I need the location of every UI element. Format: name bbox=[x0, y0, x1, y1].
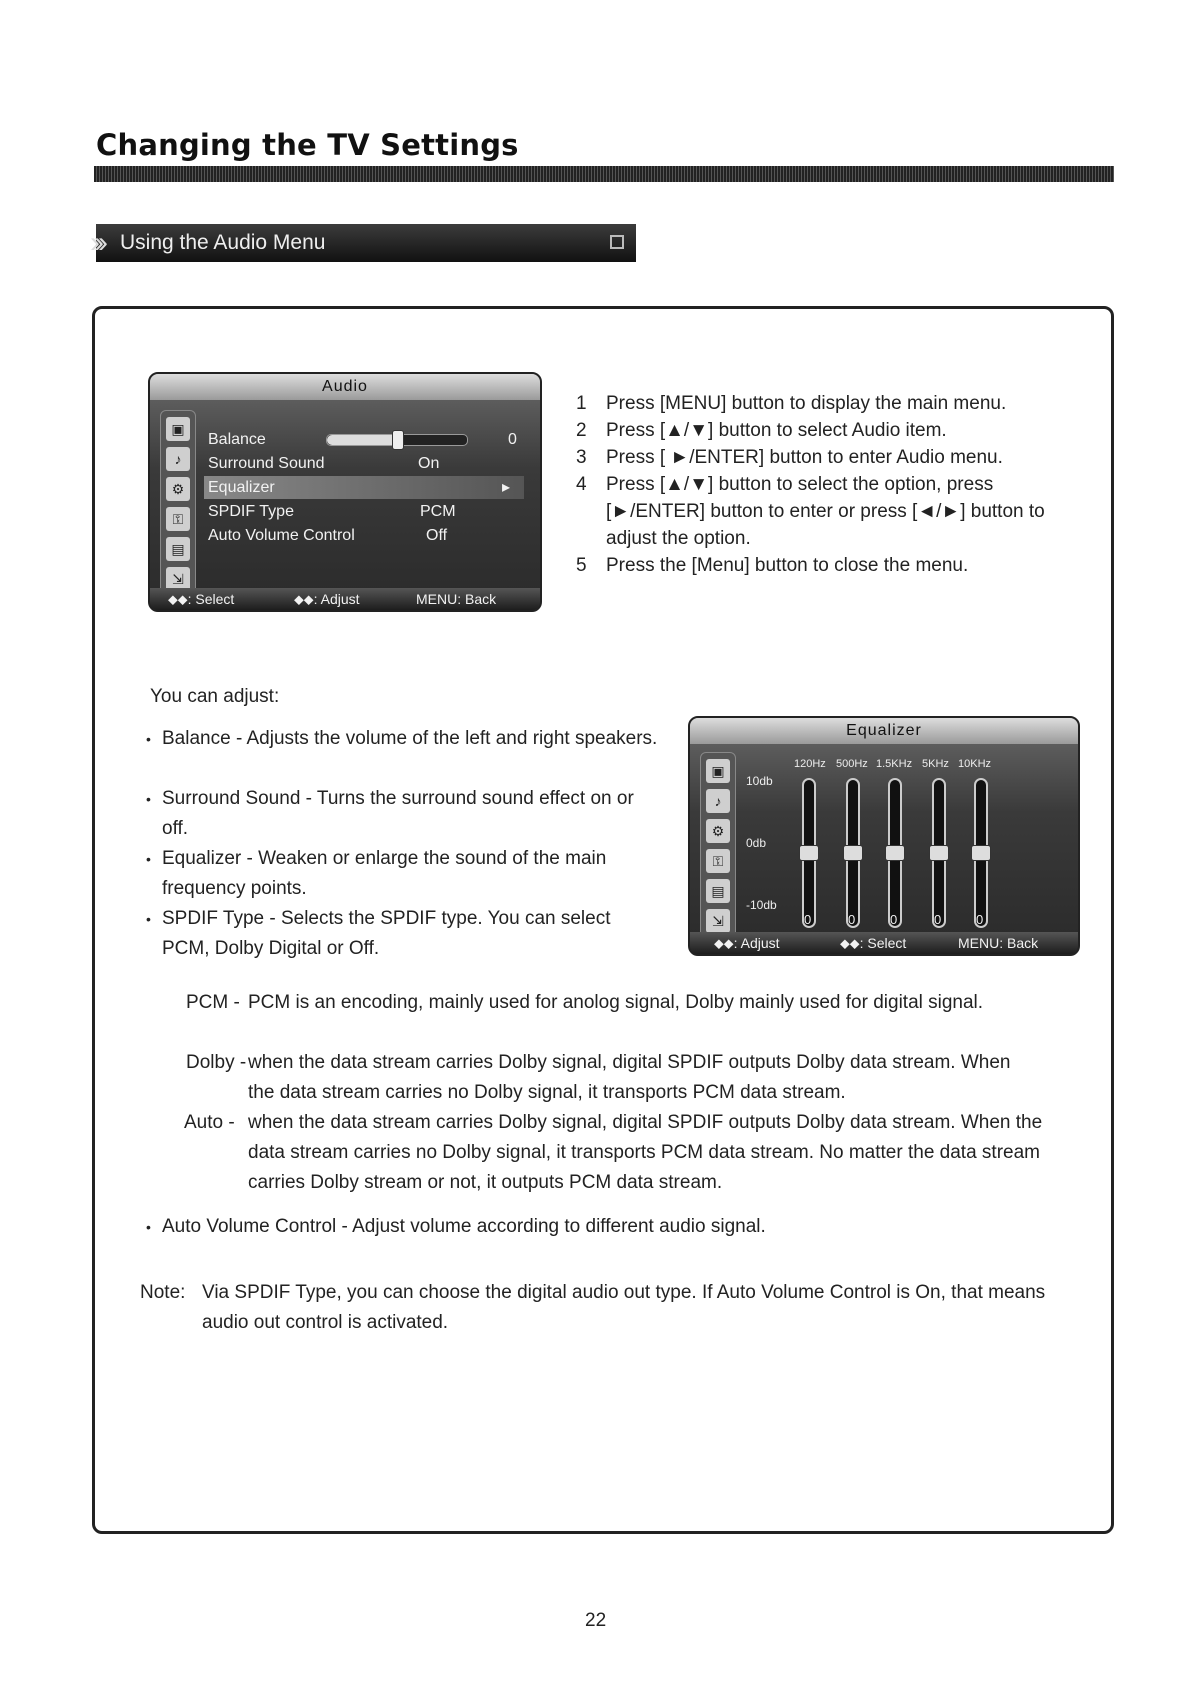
equalizer-menu-title: Equalizer bbox=[690, 718, 1078, 744]
instruction-steps bbox=[576, 390, 1096, 579]
eq-band-thumb bbox=[929, 845, 949, 861]
footer-back: MENU: Back bbox=[958, 935, 1039, 951]
definition-text: PCM is an encoding, mainly used for anolog signal, Dolby mainly used for digital signal. bbox=[248, 992, 984, 1013]
db-label: -10db bbox=[746, 898, 777, 912]
audio-menu-title: Audio bbox=[150, 374, 540, 400]
slider-fill bbox=[327, 435, 397, 445]
setup-icon: ⚙ bbox=[706, 819, 730, 843]
arrow-right-icon: ▸ bbox=[502, 479, 511, 496]
menu-row-label: Balance bbox=[208, 431, 266, 448]
channel-icon: ▤ bbox=[166, 537, 190, 561]
menu-row-avc bbox=[208, 524, 524, 547]
eq-band-slider bbox=[888, 778, 902, 928]
menu-row-value: PCM bbox=[420, 503, 456, 520]
step-item bbox=[576, 471, 1096, 552]
menu-footer bbox=[690, 932, 1078, 954]
picture-icon: ▣ bbox=[706, 759, 730, 783]
freq-label: 5KHz bbox=[922, 758, 949, 770]
step-item bbox=[576, 444, 1096, 471]
note-text: Via SPDIF Type, you can choose the digital audio out type. If Auto Volume Control is On, that means audio out control is activated. bbox=[202, 1282, 1046, 1333]
footer-select: ⬥⬥: Select bbox=[168, 591, 235, 607]
step-number: 1 bbox=[576, 393, 587, 414]
eq-band-slider bbox=[932, 778, 946, 928]
menu-row-balance bbox=[208, 428, 524, 451]
definition-dolby bbox=[186, 1048, 1086, 1108]
bullet-spdif: • SPDIF Type - Selects the SPDIF type. You can select PCM, Dolby Digital or Off. bbox=[146, 904, 662, 964]
eq-band-value: 0 bbox=[976, 912, 984, 927]
footer-adjust: ⬥⬥: Adjust bbox=[294, 591, 360, 607]
menu-row-surround bbox=[208, 452, 524, 475]
audio-menu-screenshot bbox=[148, 372, 542, 612]
menu-row-label: SPDIF Type bbox=[208, 503, 294, 520]
step-text: Press [▲/▼] button to select Audio item. bbox=[606, 420, 947, 441]
eq-band-value: 0 bbox=[890, 912, 898, 927]
lock-icon: ⚿ bbox=[706, 849, 730, 873]
step-text: Press the [Menu] button to close the menu. bbox=[606, 555, 969, 576]
definition-pcm bbox=[186, 988, 1086, 1048]
menu-row-label: Auto Volume Control bbox=[208, 527, 355, 544]
menu-row-label: Surround Sound bbox=[208, 455, 325, 472]
bullet-equalizer: • Equalizer - Weaken or enlarge the sound of the main frequency points. bbox=[146, 844, 662, 904]
eq-band-slider bbox=[802, 778, 816, 928]
menu-row-value: 0 bbox=[508, 431, 517, 448]
step-text: Press [▲/▼] button to select the option, press [►/ENTER] button to enter or press [◄/►] button to adjust the option. bbox=[606, 474, 1045, 549]
eq-band-value: 0 bbox=[804, 912, 812, 927]
step-number: 2 bbox=[576, 420, 587, 441]
eq-band-value: 0 bbox=[848, 912, 856, 927]
title-rule bbox=[94, 166, 1114, 182]
db-label: 0db bbox=[746, 836, 767, 850]
balance-slider bbox=[326, 434, 468, 446]
step-number: 4 bbox=[576, 474, 587, 495]
lock-icon: ⚿ bbox=[166, 507, 190, 531]
footer-adjust: ⬥⬥: Adjust bbox=[714, 935, 780, 951]
equalizer-menu-screenshot bbox=[688, 716, 1080, 956]
freq-label: 500Hz bbox=[836, 758, 868, 770]
eq-band-slider bbox=[846, 778, 860, 928]
menu-footer bbox=[150, 588, 540, 610]
step-item bbox=[576, 552, 1096, 579]
menu-row-label: Equalizer bbox=[208, 479, 275, 496]
menu-icon-column bbox=[160, 410, 196, 598]
definition-text: when the data stream carries Dolby signal, digital SPDIF outputs Dolby data stream. When the data stream carries no Dolby signal, it transports PCM data stream. No matter the data stream carries Dolby stream or not, it outputs PCM data stream. bbox=[248, 1112, 1043, 1193]
menu-row-value: On bbox=[418, 455, 440, 472]
step-text: Press [ ►/ENTER] button to enter Audio menu. bbox=[606, 447, 1003, 468]
audio-icon: ♪ bbox=[166, 447, 190, 471]
menu-icon-column bbox=[700, 752, 736, 940]
freq-label: 10KHz bbox=[958, 758, 992, 770]
step-number: 3 bbox=[576, 447, 587, 468]
bullet-surround: • Surround Sound - Turns the surround sound effect on or off. bbox=[146, 784, 662, 844]
definition-term: Auto - bbox=[184, 1112, 235, 1133]
setup-icon: ⚙ bbox=[166, 477, 190, 501]
picture-icon: ▣ bbox=[166, 417, 190, 441]
db-label: 10db bbox=[746, 774, 773, 788]
eq-band-thumb bbox=[971, 845, 991, 861]
intro-text: You can adjust: bbox=[150, 686, 280, 707]
definition-text: when the data stream carries Dolby signal, digital SPDIF outputs Dolby data stream. When the data stream carries no Dolby signal, it transports PCM data stream. bbox=[248, 1052, 1011, 1103]
input-icon: ⇲ bbox=[166, 567, 190, 591]
footer-back: MENU: Back bbox=[416, 591, 497, 607]
page-number: 22 bbox=[585, 1610, 607, 1631]
eq-band-slider bbox=[974, 778, 988, 928]
input-icon: ⇲ bbox=[706, 909, 730, 933]
slider-knob bbox=[392, 430, 404, 450]
step-item bbox=[576, 390, 1096, 417]
channel-icon: ▤ bbox=[706, 879, 730, 903]
menu-row-spdif bbox=[208, 500, 524, 523]
eq-band-thumb bbox=[799, 845, 819, 861]
footer-select: ⬥⬥: Select bbox=[840, 935, 907, 951]
square-icon bbox=[610, 235, 624, 249]
menu-row-value: Off bbox=[426, 527, 448, 544]
step-text: Press [MENU] button to display the main menu. bbox=[606, 393, 1007, 414]
freq-label: 1.5KHz bbox=[876, 758, 913, 770]
note-label: Note: bbox=[140, 1282, 186, 1303]
step-number: 5 bbox=[576, 555, 587, 576]
freq-label: 120Hz bbox=[794, 758, 826, 770]
definition-auto bbox=[184, 1108, 1084, 1200]
eq-band-thumb bbox=[843, 845, 863, 861]
eq-band-thumb bbox=[885, 845, 905, 861]
definition-term: Dolby - bbox=[186, 1052, 247, 1073]
bullet-auto-volume: • Auto Volume Control - Adjust volume according to different audio signal. bbox=[146, 1212, 1062, 1242]
definition-term: PCM - bbox=[186, 992, 240, 1013]
menu-row-equalizer bbox=[204, 476, 524, 499]
section-title: Using the Audio Menu bbox=[120, 231, 326, 254]
page-title: Changing the TV Settings bbox=[96, 128, 519, 162]
audio-icon: ♪ bbox=[706, 789, 730, 813]
step-item bbox=[576, 417, 1096, 444]
section-banner bbox=[96, 224, 636, 262]
bullet-balance: • Balance - Adjusts the volume of the left and right speakers. bbox=[146, 724, 662, 754]
eq-band-value: 0 bbox=[934, 912, 942, 927]
